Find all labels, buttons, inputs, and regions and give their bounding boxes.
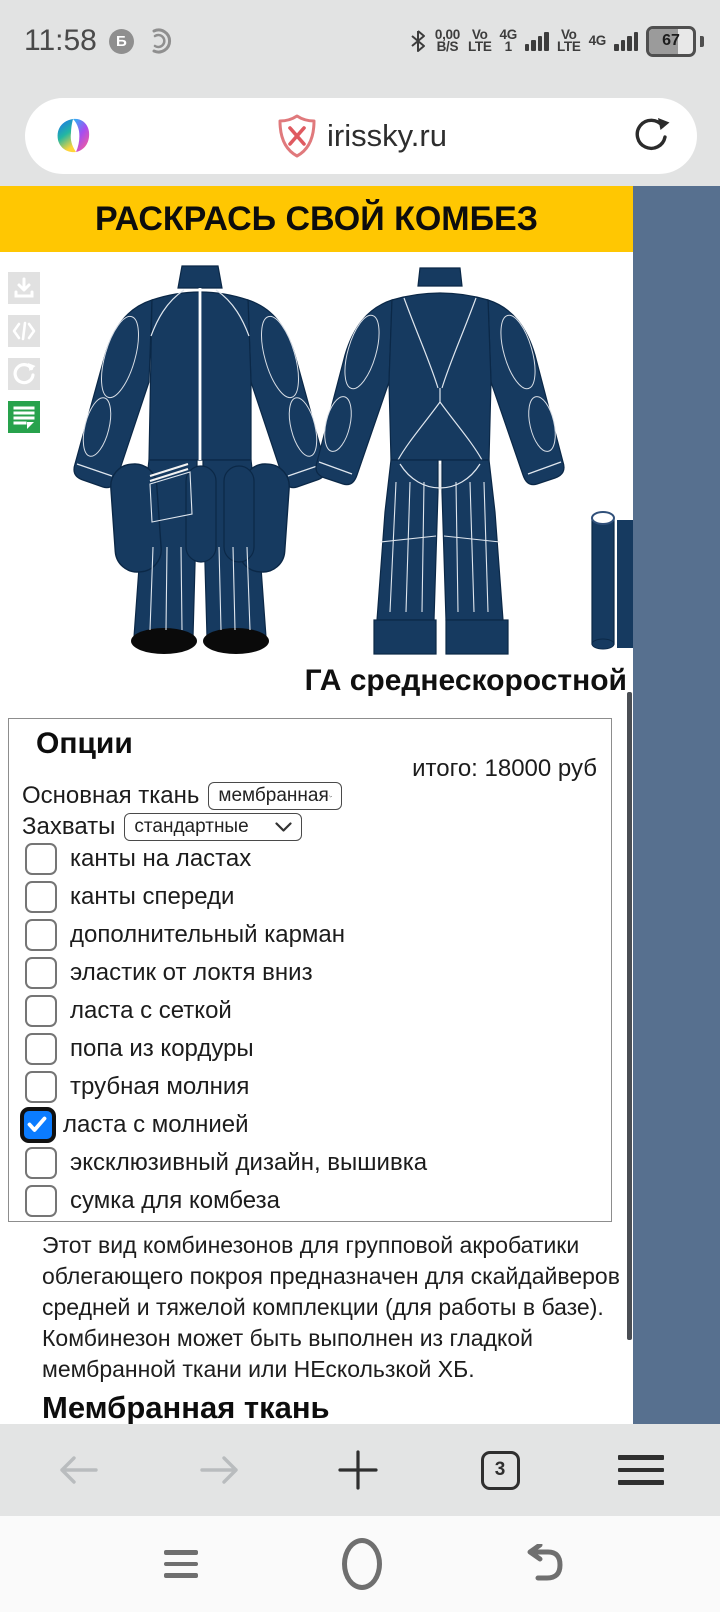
grips-select[interactable] bbox=[124, 813, 302, 841]
sim2-network-type: 4G bbox=[588, 32, 606, 48]
chevron-down-icon bbox=[329, 791, 333, 802]
total-price: итого: 18000 руб bbox=[412, 755, 597, 782]
checkbox-label: канты на ластах bbox=[70, 845, 252, 872]
battery-percent: 67 bbox=[662, 32, 680, 49]
page-scrollbar[interactable] bbox=[627, 692, 632, 1340]
forward-arrow-icon bbox=[198, 1453, 242, 1487]
product-description: Этот вид комбинезонов для групповой акробатики облегающего покроя предназначен для скайдайверов средней и тяжелой комплекции (для работы в базе). Комбинезон может быть выполнен из гладкой мембранной ткани или НЕскользкой ХБ. bbox=[42, 1232, 620, 1382]
options-heading: Опции bbox=[36, 727, 133, 760]
back-arrow-icon bbox=[56, 1453, 100, 1487]
android-navigation-bar bbox=[0, 1516, 720, 1612]
checkbox-label: ласта с сеткой bbox=[70, 997, 232, 1024]
bluetooth-icon bbox=[410, 29, 427, 53]
tab-count: 3 bbox=[481, 1451, 520, 1490]
reset-icon bbox=[12, 362, 36, 386]
checkbox[interactable] bbox=[25, 995, 57, 1027]
options-panel bbox=[8, 718, 612, 1222]
chevron-down-icon bbox=[275, 822, 292, 833]
checkbox[interactable] bbox=[25, 957, 57, 989]
checkbox-row-checked[interactable] bbox=[25, 1110, 427, 1140]
tabs-button[interactable] bbox=[465, 1424, 535, 1516]
checkbox-label: эксклюзивный дизайн, вышивка bbox=[70, 1149, 428, 1176]
section-heading: Мембранная ткань bbox=[42, 1390, 330, 1424]
back-button[interactable] bbox=[43, 1424, 113, 1516]
grips-select-label: Захваты bbox=[22, 813, 116, 840]
battery-nub bbox=[700, 36, 704, 47]
sim1-signal-icon bbox=[525, 31, 549, 51]
grips-select-value: стандартные bbox=[134, 816, 249, 837]
checkbox-row[interactable] bbox=[25, 1034, 427, 1064]
checkbox[interactable] bbox=[25, 843, 57, 875]
home-icon bbox=[342, 1538, 382, 1590]
back-cuff-left bbox=[374, 620, 436, 654]
front-zipper bbox=[199, 288, 202, 460]
tracking-shield-icon[interactable] bbox=[277, 114, 317, 158]
checkbox-label: эластик от локтя вниз bbox=[70, 959, 313, 986]
sim1-network-type: 4G 1 bbox=[499, 26, 517, 54]
checkbox-label: канты спереди bbox=[70, 883, 235, 910]
checkbox-row[interactable] bbox=[25, 1072, 427, 1102]
background-column bbox=[633, 186, 720, 1424]
suit-front-view bbox=[74, 266, 326, 654]
battery-icon bbox=[646, 26, 696, 57]
url-text[interactable]: irissky.ru bbox=[327, 118, 447, 153]
promo-banner bbox=[0, 186, 633, 252]
download-icon bbox=[13, 277, 35, 299]
browser-menu-button[interactable] bbox=[606, 1424, 676, 1516]
suit-preview-canvas[interactable] bbox=[0, 252, 633, 672]
forward-button[interactable] bbox=[185, 1424, 255, 1516]
checkbox-row[interactable] bbox=[25, 920, 427, 950]
data-rate-indicator: 0,00 B/S bbox=[434, 26, 460, 54]
plus-icon bbox=[337, 1449, 379, 1491]
checkbox[interactable] bbox=[20, 1107, 56, 1143]
copilot-logo-icon[interactable] bbox=[51, 115, 93, 157]
recents-icon bbox=[164, 1550, 198, 1578]
address-bar[interactable] bbox=[25, 98, 697, 174]
new-tab-button[interactable] bbox=[323, 1424, 393, 1516]
checkbox[interactable] bbox=[25, 1071, 57, 1103]
android-back-button[interactable] bbox=[502, 1516, 582, 1612]
checkbox[interactable] bbox=[25, 1033, 57, 1065]
status-bar bbox=[0, 0, 720, 82]
browser-toolbar bbox=[0, 1424, 720, 1516]
sim1-volte-indicator: Vo LTE bbox=[467, 26, 492, 54]
notes-icon bbox=[12, 404, 36, 430]
checkbox[interactable] bbox=[25, 1147, 57, 1179]
recents-button[interactable] bbox=[141, 1516, 221, 1612]
menu-icon bbox=[618, 1455, 664, 1485]
suit-back-view bbox=[316, 268, 564, 654]
fabric-select-value: мембранная bbox=[218, 785, 329, 806]
checkbox[interactable] bbox=[25, 919, 57, 951]
grips-select-row bbox=[22, 812, 342, 842]
checkbox-row[interactable] bbox=[25, 996, 427, 1026]
notification-badge-icon: Б bbox=[109, 29, 134, 54]
code-icon bbox=[12, 321, 36, 341]
embed-code-button[interactable] bbox=[8, 315, 40, 347]
refresh-icon[interactable] bbox=[631, 116, 671, 156]
checkbox-label: попа из кордуры bbox=[70, 1035, 254, 1062]
model-title: ГА среднескоростной bbox=[304, 664, 627, 697]
fabric-select-label: Основная ткань bbox=[22, 782, 200, 809]
order-notes-button[interactable] bbox=[8, 401, 40, 433]
clock: 11:58 bbox=[24, 24, 97, 57]
reset-button[interactable] bbox=[8, 358, 40, 390]
bootie-left bbox=[131, 628, 197, 654]
download-button[interactable] bbox=[8, 272, 40, 304]
checkbox-row[interactable] bbox=[25, 1148, 427, 1178]
checkbox-label: сумка для комбеза bbox=[70, 1187, 280, 1214]
canvas-toolbar bbox=[8, 272, 40, 433]
checkbox-label: ласта с молнией bbox=[63, 1111, 249, 1138]
checkbox-row[interactable] bbox=[25, 1186, 427, 1216]
fabric-select-row bbox=[22, 781, 342, 811]
checkbox-label: трубная молния bbox=[70, 1073, 250, 1100]
bootie-right bbox=[203, 628, 269, 654]
sim2-volte-indicator: Vo LTE bbox=[556, 26, 581, 54]
checkbox-label: дополнительный карман bbox=[70, 921, 346, 948]
promo-banner-text: РАСКРАСЬ СВОЙ КОМБЕЗ bbox=[94, 199, 539, 238]
sim2-signal-icon bbox=[614, 31, 638, 51]
back-cuff-right bbox=[446, 620, 508, 654]
fabric-roll bbox=[592, 512, 633, 649]
option-checkbox-list bbox=[25, 844, 427, 1224]
checkbox-row[interactable] bbox=[25, 958, 427, 988]
fabric-select[interactable] bbox=[208, 782, 342, 810]
return-arrow-icon bbox=[520, 1544, 564, 1584]
checkbox[interactable] bbox=[25, 881, 57, 913]
checkbox-row[interactable] bbox=[25, 882, 427, 912]
checkbox[interactable] bbox=[25, 1185, 57, 1217]
page-content bbox=[0, 252, 633, 1424]
app-notification-icon bbox=[146, 28, 172, 54]
home-button[interactable] bbox=[322, 1516, 402, 1612]
checkbox-row[interactable] bbox=[25, 844, 427, 874]
